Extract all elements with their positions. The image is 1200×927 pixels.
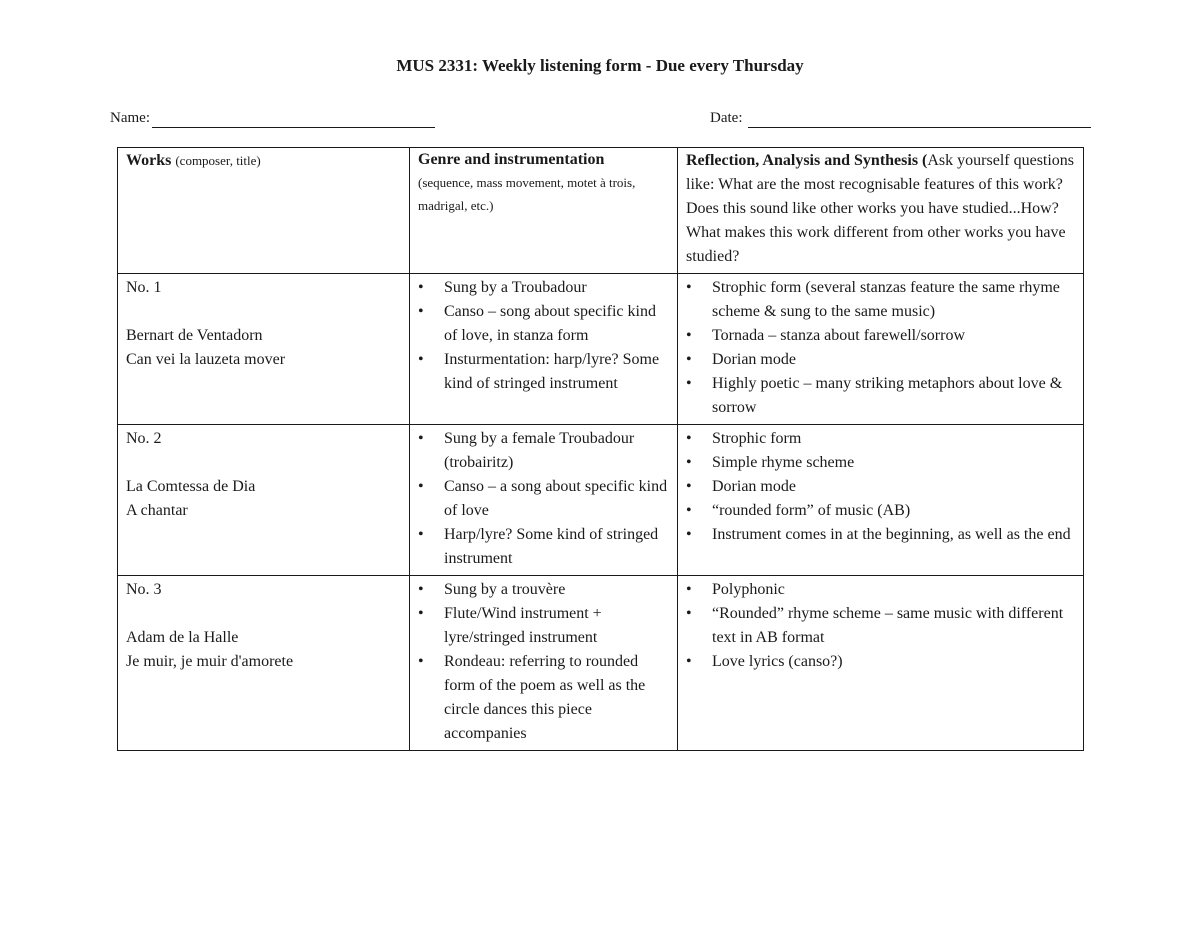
header-genre <box>410 148 678 274</box>
header-reflection-title: Reflection, Analysis and Synthesis ( <box>686 152 928 169</box>
work-number: No. 2 <box>126 430 162 447</box>
work-title: Can vei la lauzeta mover <box>126 351 286 368</box>
list-item: • Highly poetic – many striking metaphors about love & sorrow <box>686 375 1063 416</box>
list-item: • Strophic form <box>686 430 802 447</box>
list-item: • Sung by a Troubadour <box>418 279 587 296</box>
list-item: • Canso – a song about specific kind of love <box>418 478 668 519</box>
name-label: Name: <box>110 110 150 126</box>
genre-cell <box>410 274 678 425</box>
list-item: • Harp/lyre? Some kind of stringed instrument <box>418 526 659 567</box>
name-field <box>110 108 435 128</box>
works-cell <box>118 576 410 751</box>
table-header-row <box>118 148 1084 274</box>
reflection-cell <box>678 274 1084 425</box>
list-item: • Simple rhyme scheme <box>686 454 855 471</box>
work-number: No. 1 <box>126 279 162 296</box>
date-field <box>710 108 1091 128</box>
header-works-note: (composer, title) <box>175 153 261 168</box>
work-title: Je muir, je muir d'amorete <box>126 653 294 670</box>
date-blank-line <box>748 111 1091 128</box>
list-item: • Tornada – stanza about farewell/sorrow <box>686 327 965 344</box>
list-item: • “rounded form” of music (AB) <box>686 502 911 519</box>
work-title: A chantar <box>126 502 188 519</box>
table-row <box>118 274 1084 425</box>
works-cell <box>118 425 410 576</box>
genre-cell <box>410 425 678 576</box>
list-item: • Dorian mode <box>686 478 796 495</box>
list-item: • Sung by a trouvère <box>418 581 566 598</box>
works-cell <box>118 274 410 425</box>
genre-cell <box>410 576 678 751</box>
table-row <box>118 576 1084 751</box>
list-item: • Love lyrics (canso?) <box>686 653 843 670</box>
work-composer: Bernart de Ventadorn <box>126 327 263 344</box>
document-title: MUS 2331: Weekly listening form - Due every Thursday <box>396 56 804 75</box>
work-number: No. 3 <box>126 581 162 598</box>
list-item: • Canso – song about specific kind of love, in stanza form <box>418 303 656 344</box>
listening-form-table <box>117 147 1084 751</box>
list-item: • “Rounded” rhyme scheme – same music with different text in AB format <box>686 605 1064 646</box>
header-genre-note: (sequence, mass movement, motet à trois, madrigal, etc.) <box>418 175 636 213</box>
list-item: • Flute/Wind instrument + lyre/stringed instrument <box>418 605 602 646</box>
table-row <box>118 425 1084 576</box>
name-blank-line <box>152 111 435 128</box>
list-item: • Rondeau: referring to rounded form of the poem as well as the circle dances this piece accompanies <box>418 653 646 742</box>
reflection-cell <box>678 576 1084 751</box>
list-item: • Instrument comes in at the beginning, as well as the end <box>686 526 1071 543</box>
header-genre-title: Genre and instrumentation <box>418 151 605 168</box>
list-item: • Dorian mode <box>686 351 796 368</box>
header-reflection-note: Ask yourself questions like: What are the most recognisable features of this work? Does this sound like other works you have studied...How? What makes this work different from other works you have studied? <box>686 152 1075 265</box>
header-works <box>118 148 410 274</box>
list-item: • Insturmentation: harp/lyre? Some kind of stringed instrument <box>418 351 660 392</box>
list-item: • Polyphonic <box>686 581 785 598</box>
date-label: Date: <box>710 110 743 126</box>
header-works-title: Works <box>126 152 172 169</box>
reflection-cell <box>678 425 1084 576</box>
header-reflection <box>678 148 1084 274</box>
list-item: • Sung by a female Troubadour (trobairitz) <box>418 430 635 471</box>
work-composer: Adam de la Halle <box>126 629 239 646</box>
list-item: • Strophic form (several stanzas feature the same rhyme scheme & sung to the same music) <box>686 279 1060 320</box>
work-composer: La Comtessa de Dia <box>126 478 256 495</box>
